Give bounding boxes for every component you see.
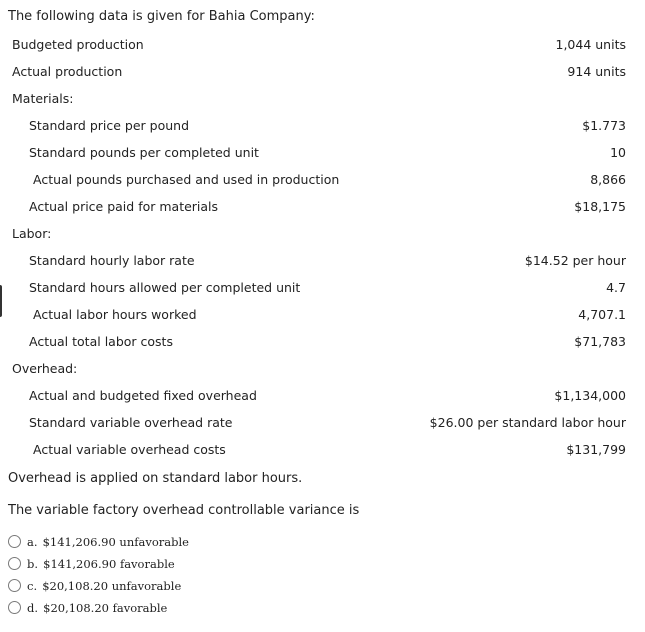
radio-button-a[interactable] (8, 535, 21, 548)
option-a[interactable] (8, 532, 189, 551)
overhead-header: Overhead: (12, 361, 78, 376)
std-var-overhead-rate-value: $26.00 per standard labor hour (429, 415, 626, 430)
budgeted-production-value: 1,044 units (555, 37, 626, 52)
labor-header: Labor: (12, 226, 52, 241)
actual-price-materials-label: Actual price paid for materials (29, 199, 219, 214)
option-d[interactable] (8, 598, 167, 617)
std-var-overhead-rate-label: Standard variable overhead rate (29, 415, 233, 430)
std-price-per-pound-value: $1.773 (582, 118, 626, 133)
std-hourly-rate-value: $14.52 per hour (524, 253, 626, 268)
question-text: The variable factory overhead controllable variance is (8, 503, 360, 518)
option-a-letter: a. (27, 534, 38, 549)
actual-labor-costs-label: Actual total labor costs (29, 334, 173, 349)
fixed-overhead-label: Actual and budgeted fixed overhead (29, 388, 257, 403)
actual-labor-costs-value: $71,783 (574, 334, 626, 349)
radio-button-d[interactable] (8, 601, 21, 614)
actual-var-overhead-value: $131,799 (566, 442, 626, 457)
std-pounds-per-unit-value: 10 (610, 145, 626, 160)
option-c[interactable] (8, 576, 181, 595)
intro-text: The following data is given for Bahia Company: (8, 9, 315, 24)
std-pounds-per-unit-label: Standard pounds per completed unit (29, 145, 259, 160)
std-hourly-rate-label: Standard hourly labor rate (29, 253, 195, 268)
option-b-letter: b. (27, 556, 39, 571)
option-d-letter: d. (27, 600, 39, 615)
actual-production-value: 914 units (567, 64, 626, 79)
option-b-text: $141,206.90 favorable (43, 556, 175, 571)
actual-labor-hours-value: 4,707.1 (578, 307, 626, 322)
actual-pounds-label: Actual pounds purchased and used in production (33, 172, 340, 187)
actual-pounds-value: 8,866 (590, 172, 626, 187)
radio-button-c[interactable] (8, 579, 21, 592)
std-hours-allowed-value: 4.7 (606, 280, 626, 295)
std-hours-allowed-label: Standard hours allowed per completed unit (29, 280, 301, 295)
actual-price-materials-value: $18,175 (574, 199, 626, 214)
radio-button-b[interactable] (8, 557, 21, 570)
option-c-text: $20,108.20 unfavorable (42, 578, 182, 593)
actual-var-overhead-label: Actual variable overhead costs (33, 442, 226, 457)
std-price-per-pound-label: Standard price per pound (29, 118, 190, 133)
left-edge-marker (0, 285, 2, 317)
overhead-note: Overhead is applied on standard labor hours. (8, 471, 303, 486)
fixed-overhead-value: $1,134,000 (554, 388, 626, 403)
actual-production-label: Actual production (12, 64, 123, 79)
option-c-letter: c. (27, 578, 38, 593)
option-d-text: $20,108.20 favorable (43, 600, 168, 615)
option-b[interactable] (8, 554, 175, 573)
materials-header: Materials: (12, 91, 74, 106)
actual-labor-hours-label: Actual labor hours worked (33, 307, 197, 322)
budgeted-production-label: Budgeted production (12, 37, 144, 52)
option-a-text: $141,206.90 unfavorable (42, 534, 189, 549)
